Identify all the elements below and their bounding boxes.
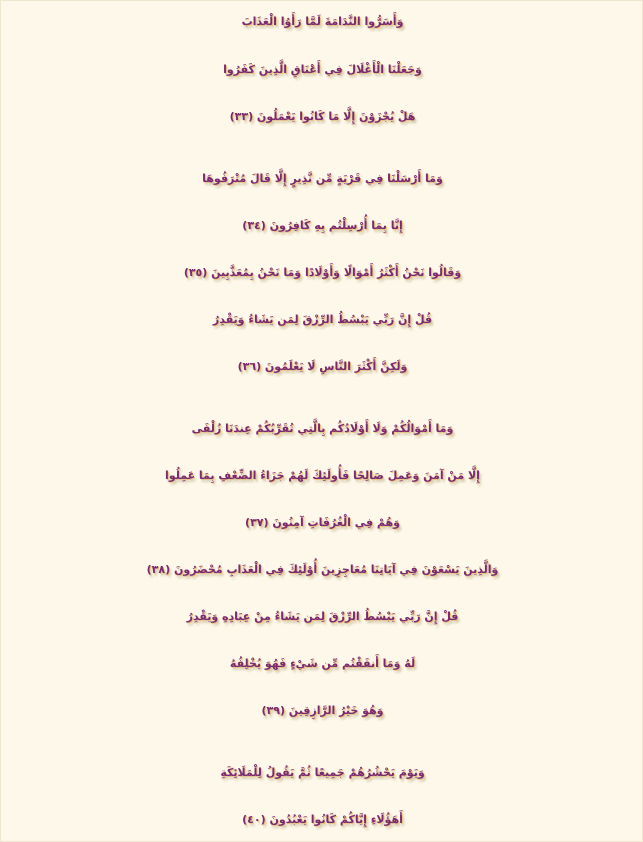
verse-line: إِنَّا بِمَا أُرْسِلْتُم بِهِ كَافِرُونَ (٣٤): [242, 219, 403, 232]
verse-line: وَالَّذِينَ يَسْعَوْنَ فِي آيَاتِنَا مُعَاجِزِينَ أُوْلَئِكَ فِي الْعَذَابِ مُحْضَرُونَ (٣٨): [146, 563, 499, 576]
verse-line: وَلَكِنَّ أَكْثَرَ النَّاسِ لَا يَعْلَمُونَ (٣٦): [237, 360, 408, 373]
verse-line: وَمَا أَمْوَالُكُمْ وَلَا أَوْلَادُكُم بِالَّتِي تُقَرِّبُكُمْ عِندَنَا زُلْفَى: [191, 422, 454, 435]
verse-line: إِلَّا مَنْ آمَنَ وَعَمِلَ صَالِحًا فَأُولَئِكَ لَهُمْ جَزَاءُ الضِّعْفِ بِمَا عَمِلُوا: [165, 469, 480, 482]
verse-line: وَجَعَلْنَا الْأَغْلَالَ فِي أَعْنَاقِ الَّذِينَ كَفَرُوا: [223, 63, 422, 76]
verse-line: قُلْ إِنَّ رَبِّي يَبْسُطُ الرِّزْقَ لِمَن يَشَاءُ مِنْ عِبَادِهِ وَيَقْدِرُ: [186, 610, 459, 623]
verse-line: وَأَسَرُّوا النَّدَامَةَ لَمَّا رَأَوُا الْعَذَابَ: [241, 15, 404, 28]
verse-line: وَقَالُوا نَحْنُ أَكْثَرُ أَمْوَالًا وَأَوْلَادًا وَمَا نَحْنُ بِمُعَذَّبِينَ (٣٥): [183, 266, 462, 279]
verse-line: أَهَؤُلَاءِ إِيَّاكُمْ كَانُوا يَعْبُدُونَ (٤٠): [242, 813, 403, 826]
verse-line: لَهُ وَمَا أَنفَقْتُم مِّن شَيْءٍ فَهُوَ يُخْلِفُهُ: [229, 657, 416, 670]
verse-line: وَهُمْ فِي الْغُرُفَاتِ آمِنُونَ (٣٧): [245, 516, 400, 529]
verse-line: هَلْ يُجْزَوْنَ إِلَّا مَا كَانُوا يَعْمَلُونَ (٣٣): [229, 110, 416, 123]
verse-line: وَهُوَ خَيْرُ الرَّازِقِينَ (٣٩): [261, 704, 384, 717]
verse-line: وَمَا أَرْسَلْنَا فِي قَرْيَةٍ مِّن نَّذِيرٍ إِلَّا قَالَ مُتْرَفُوهَا: [202, 172, 443, 185]
verse-line: قُلْ إِنَّ رَبِّي يَبْسُطُ الرِّزْقَ لِمَن يَشَاءُ وَيَقْدِرُ: [212, 313, 433, 326]
verse-line: وَيَوْمَ يَحْشُرُهُمْ جَمِيعًا ثُمَّ يَقُولُ لِلْمَلَائِكَةِ: [220, 766, 425, 779]
